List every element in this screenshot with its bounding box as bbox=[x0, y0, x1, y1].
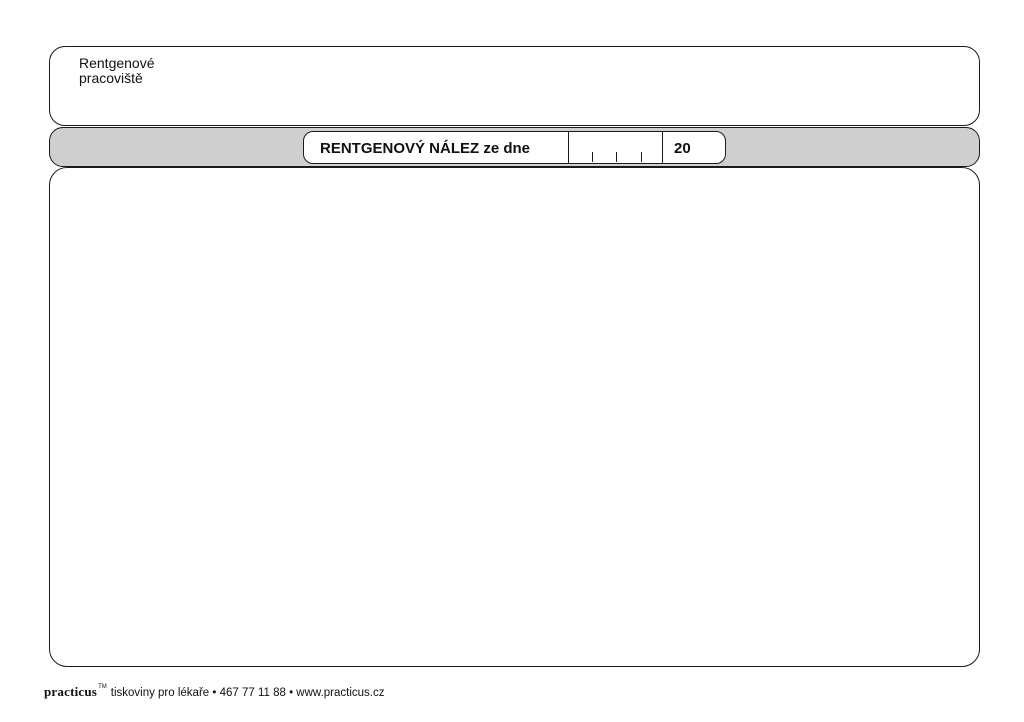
workplace-box[interactable] bbox=[49, 46, 980, 126]
footer bbox=[44, 684, 385, 700]
year-prefix: 20 bbox=[674, 140, 691, 157]
workplace-label: Rentgenové pracoviště bbox=[79, 55, 155, 86]
findings-area[interactable] bbox=[49, 167, 980, 667]
form-title: RENTGENOVÝ NÁLEZ ze dne bbox=[320, 140, 531, 157]
date-field-right-divider bbox=[662, 132, 663, 163]
date-tick bbox=[592, 152, 593, 162]
title-pill bbox=[303, 131, 726, 164]
date-field-left-divider bbox=[568, 132, 569, 163]
trademark-mark: TM bbox=[98, 684, 107, 690]
footer-text: tiskoviny pro lékaře • 467 77 11 88 • www.practicus.cz bbox=[110, 687, 385, 699]
date-tick bbox=[616, 152, 617, 162]
brand-logo: practicus bbox=[44, 684, 98, 699]
date-tick bbox=[641, 152, 642, 162]
